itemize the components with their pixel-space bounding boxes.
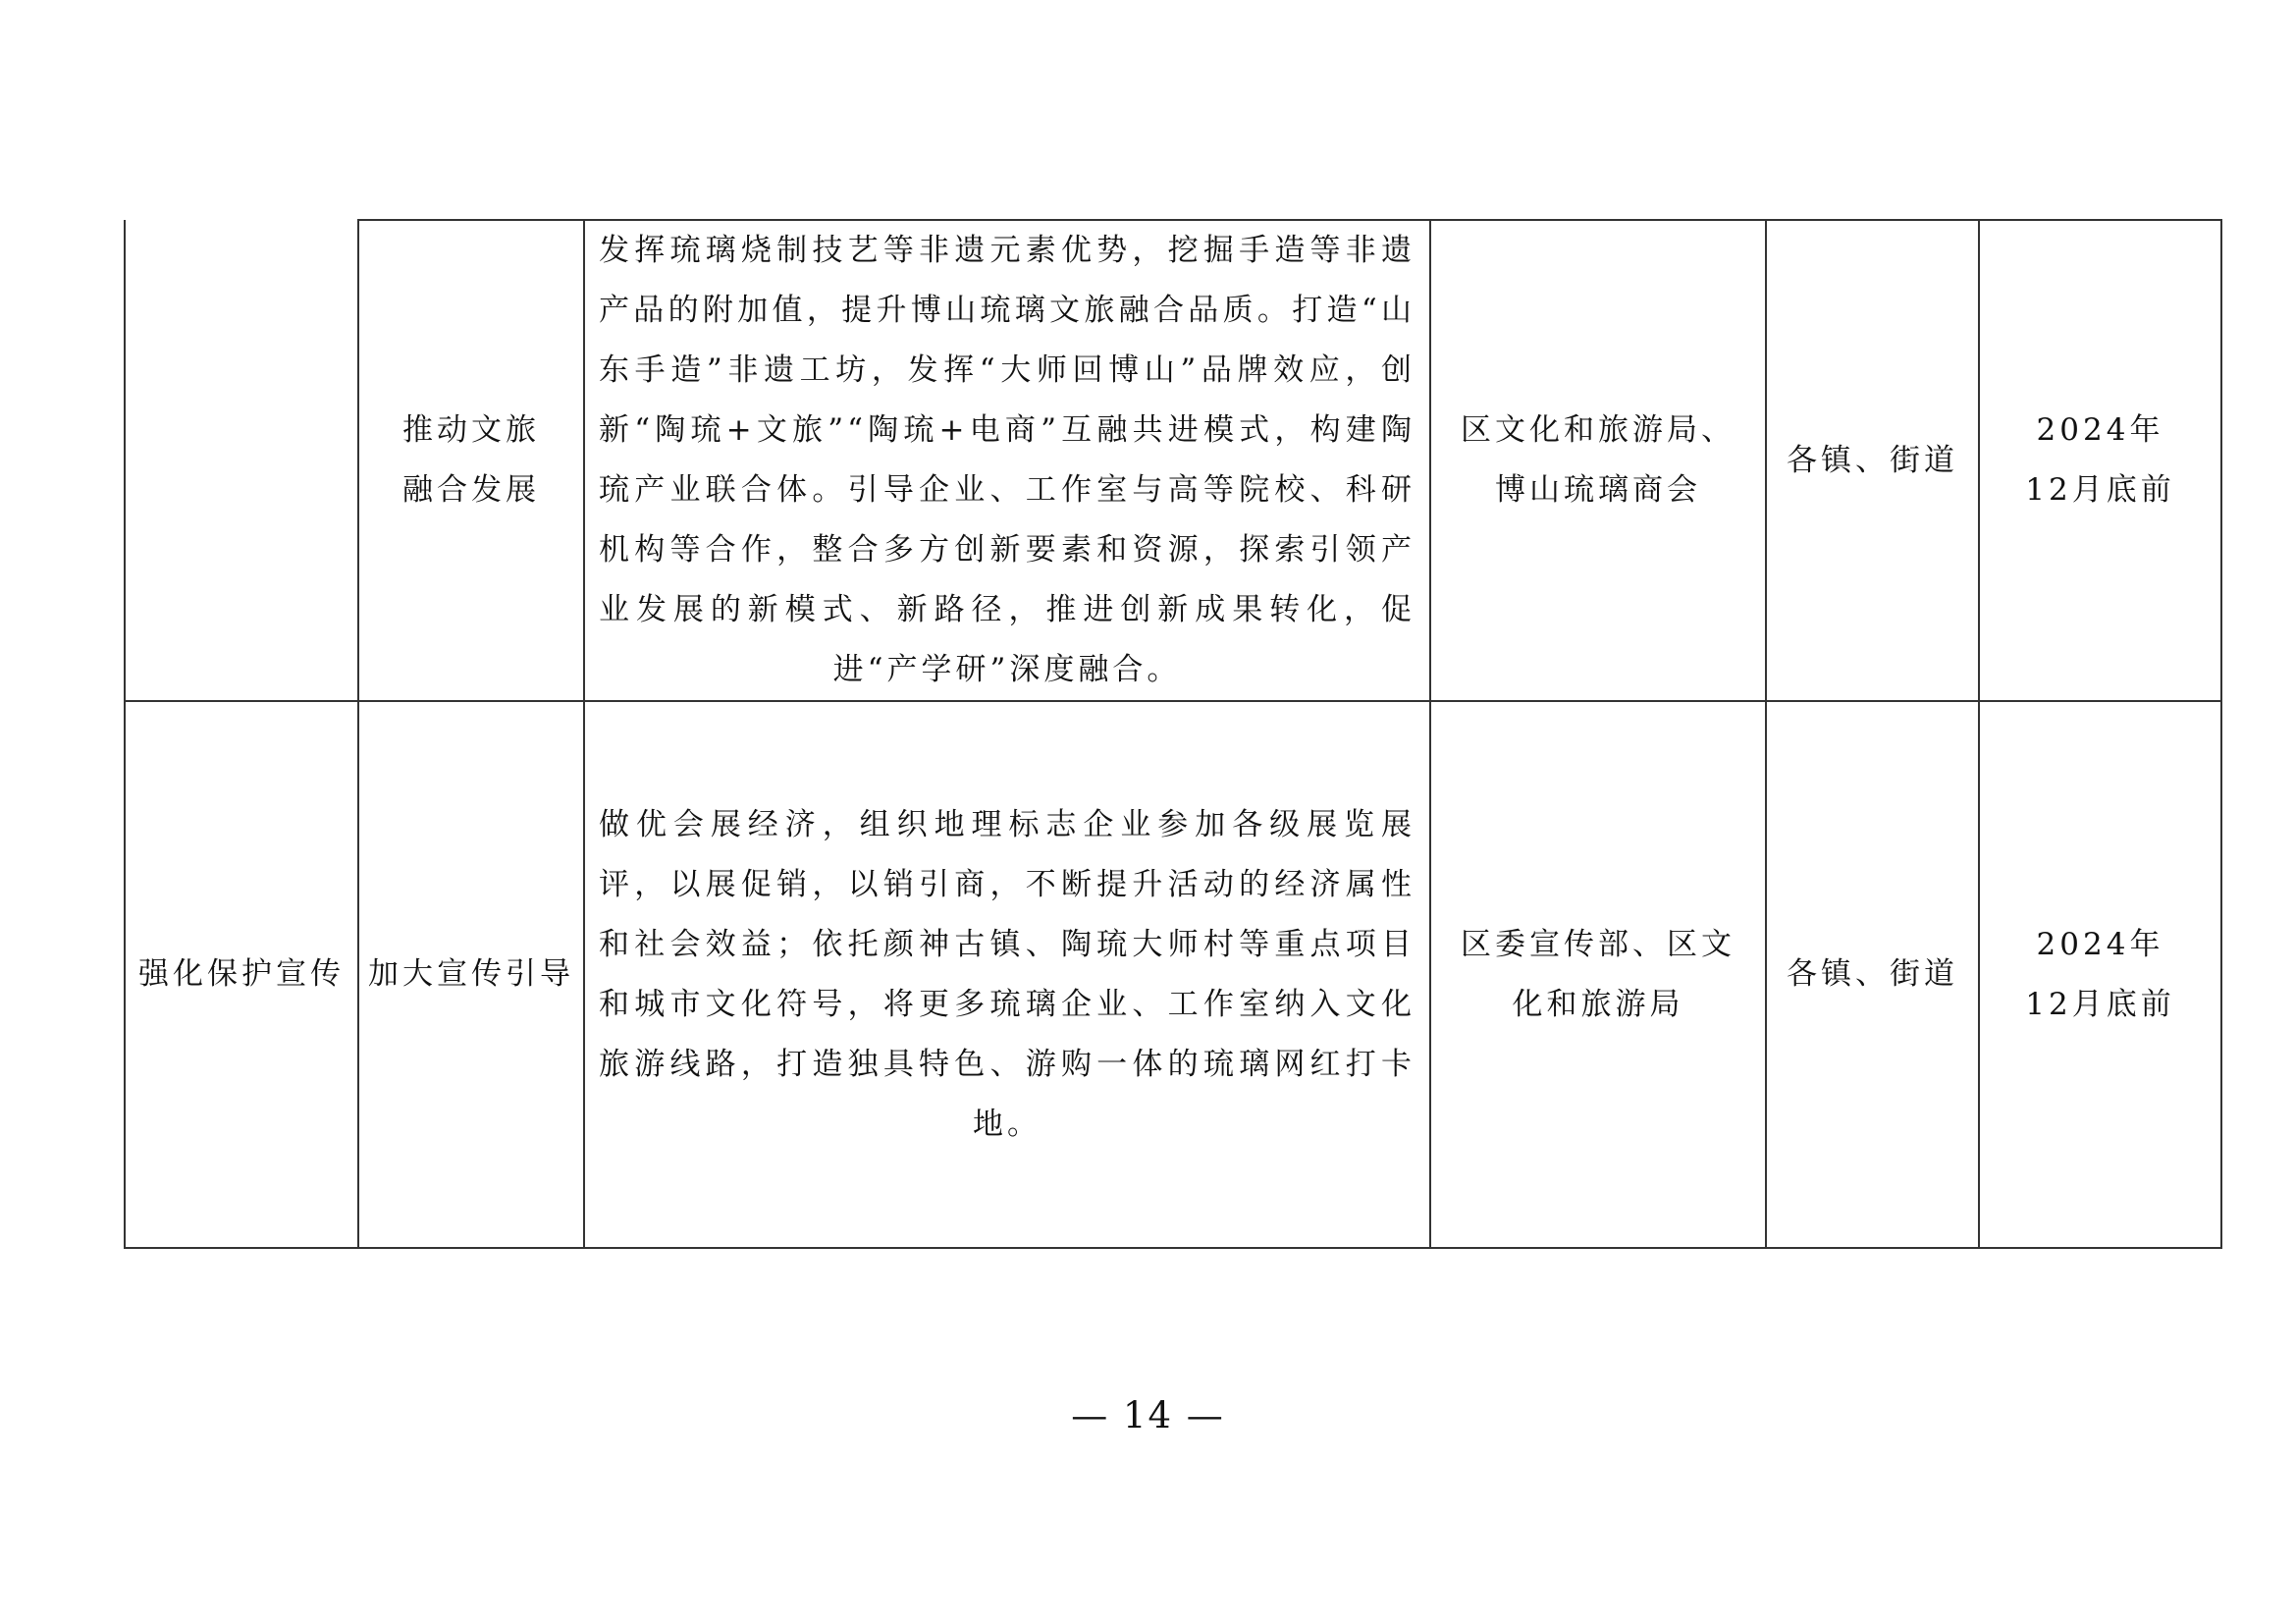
deadline-cell: 2024年12月底前 [1979, 701, 2221, 1248]
page-number: — 14 — [1071, 1394, 1225, 1436]
task-cell: 推动文旅融合发展 [358, 220, 584, 701]
responsible-cell: 各镇、街道 [1766, 220, 1979, 701]
lead-unit-cell: 区委宣传部、区文化和旅游局 [1430, 701, 1766, 1248]
measure-cell: 发挥琉璃烧制技艺等非遗元素优势，挖掘手造等非遗产品的附加值，提升博山琉璃文旅融合品质。打造“山东手造”非遗工坊，发挥“大师回博山”品牌效应，创新“陶琉+文旅”“陶琉+电商”互融共进模式，构建陶琉产业联合体。引导企业、工作室与高等院校、科研机构等合作，整合多方创新要素和资源，探索引领产业发展的新模式、新路径，推进创新成果转化，促进“产学研”深度融合。 [584, 220, 1430, 701]
measure-cell: 做优会展经济，组织地理标志企业参加各级展览展评，以展促销，以销引商，不断提升活动的经济属性和社会效益；依托颜神古镇、陶琉大师村等重点项目和城市文化符号，将更多琉璃企业、工作室纳入文化旅游线路，打造独具特色、游购一体的琉璃网红打卡地。 [584, 701, 1430, 1248]
table-row [125, 701, 2221, 1248]
deadline-cell: 2024年12月底前 [1979, 220, 2221, 701]
table-row [125, 220, 2221, 701]
category-cell [125, 220, 358, 701]
category-cell: 强化保护宣传 [125, 701, 358, 1248]
task-cell: 加大宣传引导 [358, 701, 584, 1248]
lead-unit-cell: 区文化和旅游局、博山琉璃商会 [1430, 220, 1766, 701]
responsible-cell: 各镇、街道 [1766, 701, 1979, 1248]
measures-table [124, 219, 2222, 1249]
